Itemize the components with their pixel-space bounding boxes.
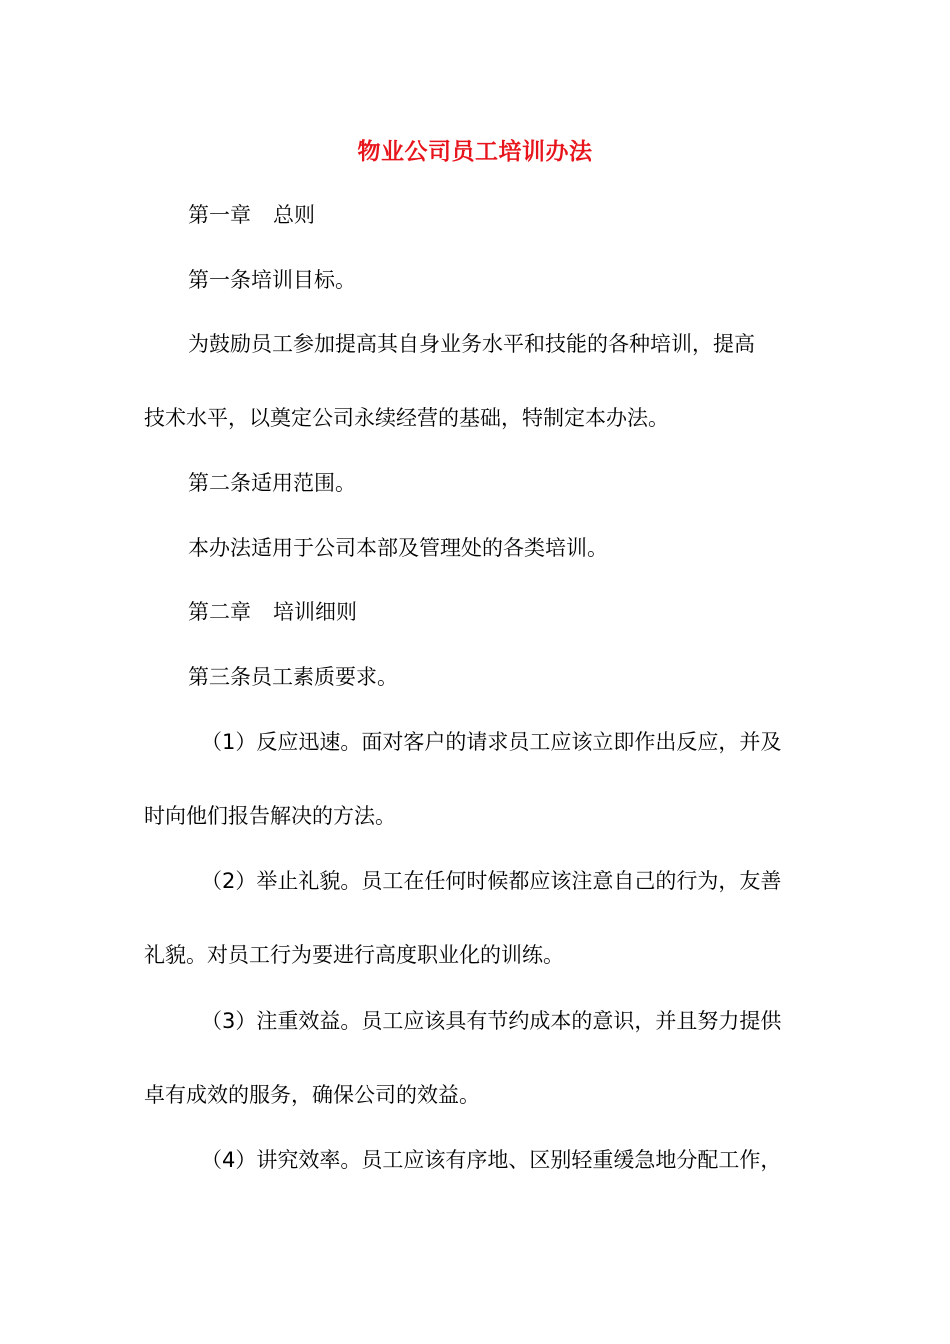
chapter-2-name: 培训细则 <box>273 600 357 624</box>
article-3-item-2-line-2: 礼貌。对员工行为要进行高度职业化的训练。 <box>144 943 564 967</box>
document-title: 物业公司员工培训办法 <box>357 139 593 165</box>
chapter-1-label: 第一章 <box>188 203 251 227</box>
article-3-item-1-line-1: （1）反应迅速。面对客户的请求员工应该立即作出反应，并及 <box>201 730 782 754</box>
chapter-2-label: 第二章 <box>188 600 251 624</box>
article-1-body-line-1: 为鼓励员工参加提高其自身业务水平和技能的各种培训，提高 <box>188 332 755 356</box>
chapter-1-heading <box>188 200 315 230</box>
chapter-1-name: 总则 <box>273 203 315 227</box>
article-3-heading: 第三条员工素质要求。 <box>188 665 398 689</box>
article-2-body: 本办法适用于公司本部及管理处的各类培训。 <box>188 536 608 560</box>
article-3-item-4-line-1: （4）讲究效率。员工应该有序地、区别轻重缓急地分配工作， <box>201 1148 782 1172</box>
article-1-heading: 第一条培训目标。 <box>188 268 356 292</box>
article-3-item-3-line-2: 卓有成效的服务，确保公司的效益。 <box>144 1083 480 1107</box>
article-3-item-3-line-1: （3）注重效益。员工应该具有节约成本的意识，并且努力提供 <box>201 1009 782 1033</box>
article-2-heading: 第二条适用范围。 <box>188 471 356 495</box>
article-3-item-1-line-2: 时向他们报告解决的方法。 <box>144 804 396 828</box>
chapter-2-heading <box>188 597 357 627</box>
article-1-body-line-2: 技术水平，以奠定公司永续经营的基础，特制定本办法。 <box>144 406 669 430</box>
article-3-item-2-line-1: （2）举止礼貌。员工在任何时候都应该注意自己的行为，友善 <box>201 869 782 893</box>
